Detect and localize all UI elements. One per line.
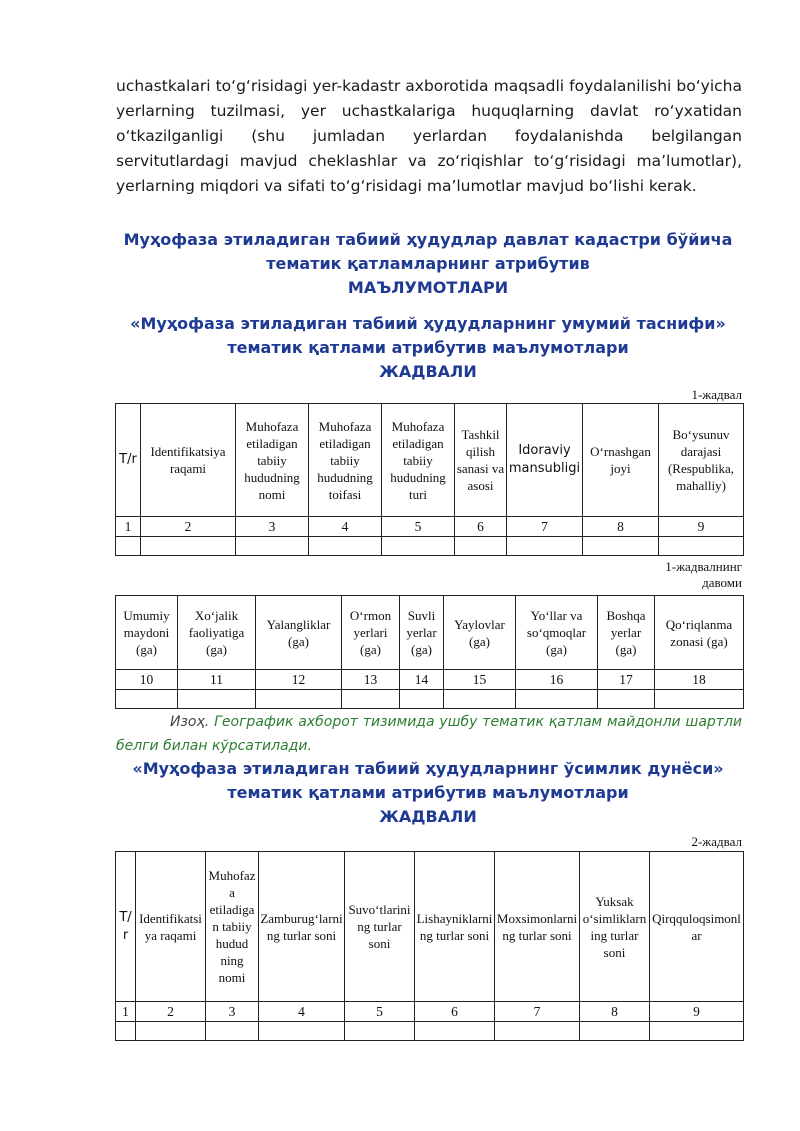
table1-empty-cell — [309, 537, 382, 556]
table1-continuation-empty-cell — [444, 690, 516, 709]
table1-empty-cell — [236, 537, 309, 556]
table1-continuation-label-line2: давоми — [702, 575, 742, 590]
table1-continuation-header-row — [116, 596, 744, 670]
table2-empty-cell — [116, 1022, 136, 1041]
table2-header-cell: Identifikatsiya raqami — [136, 852, 206, 1002]
table1-empty-row — [116, 537, 744, 556]
main-heading-line1: Муҳофаза этиладиган табиий ҳудудлар давлат кадастри бўйича — [123, 230, 733, 249]
table1-continuation-header-cell: Qo‘riqlanma zonasi (ga) — [655, 596, 744, 670]
table1-empty-cell — [141, 537, 236, 556]
table2-number-cell: 3 — [206, 1002, 259, 1022]
table2-number-cell: 4 — [259, 1002, 345, 1022]
table1-number-cell: 7 — [507, 517, 583, 537]
table1-continuation-empty-cell — [598, 690, 655, 709]
table2-header-row — [116, 852, 744, 1002]
table2-header-cell: Moxsimonlarning turlar soni — [495, 852, 580, 1002]
table2-header-cell: Yuksak o‘simliklarning turlar soni — [580, 852, 650, 1002]
table1-continuation-empty-cell — [256, 690, 342, 709]
table2-header-cell: Lishayniklarning turlar soni — [415, 852, 495, 1002]
table-note — [116, 710, 742, 758]
table1-header-cell: O‘rnashgan joyi — [583, 404, 659, 517]
table1-number-cell: 8 — [583, 517, 659, 537]
table-note-label: Изоҳ. — [170, 714, 210, 730]
table1-continuation-number-cell: 13 — [342, 670, 400, 690]
table2-heading-line3: ЖАДВАЛИ — [379, 807, 477, 826]
table2-number-row — [116, 1002, 744, 1022]
table2-empty-cell — [580, 1022, 650, 1041]
table1-continuation-empty-cell — [342, 690, 400, 709]
table1-number-cell: 5 — [382, 517, 455, 537]
table1-empty-cell — [583, 537, 659, 556]
table1-continuation-header-cell: Suvli yerlar (ga) — [400, 596, 444, 670]
table1-header-cell: Bo‘ysunuv darajasi (Respublika, mahalliy) — [659, 404, 744, 517]
table1-header-cell: Muhofaza etiladigan tabiiy hududning toifasi — [309, 404, 382, 517]
table2-number-cell: 1 — [116, 1002, 136, 1022]
table1-continuation-header-cell: Yalangliklar (ga) — [256, 596, 342, 670]
table1-continuation-empty-cell — [516, 690, 598, 709]
table1-continuation-number-cell: 18 — [655, 670, 744, 690]
table2-header-cell: Zamburug‘larning turlar soni — [259, 852, 345, 1002]
table1-continuation-number-cell: 15 — [444, 670, 516, 690]
main-heading-line3: МАЪЛУМОТЛАРИ — [347, 278, 509, 297]
table1-header-cell: Muhofaza etiladigan tabiiy hududning nomi — [236, 404, 309, 517]
table2-number-cell: 2 — [136, 1002, 206, 1022]
table1-empty-cell — [659, 537, 744, 556]
table1-number-cell: 3 — [236, 517, 309, 537]
table1-heading-line3: ЖАДВАЛИ — [379, 362, 477, 381]
table1-number-cell: 4 — [309, 517, 382, 537]
table2-empty-row — [116, 1022, 744, 1041]
main-heading-line2: тематик қатламларнинг атрибутив — [266, 254, 590, 273]
table2-heading-line2: тематик қатлами атрибутив маълумотлари — [227, 783, 629, 802]
table1-number-cell: 2 — [141, 517, 236, 537]
table1-header-cell: T/r — [116, 404, 141, 517]
table1-continuation-empty-cell — [116, 690, 178, 709]
table1-continuation-empty-row — [116, 690, 744, 709]
table1-header-cell: Idoraviy mansubligi — [507, 404, 583, 517]
table1-continuation-number-cell: 12 — [256, 670, 342, 690]
table2-empty-cell — [495, 1022, 580, 1041]
table2-number-cell: 7 — [495, 1002, 580, 1022]
table-note-text: Географик ахборот тизимида ушбу тематик қатлам майдонли шартли белги билан кўрсатилади. — [116, 714, 742, 754]
table2-header-cell: T/r — [116, 852, 136, 1002]
table1-label: 1-жадвал — [691, 387, 742, 402]
table2 — [115, 851, 744, 1041]
table1-number-cell: 9 — [659, 517, 744, 537]
table2-heading-line1: «Муҳофаза этиладиган табиий ҳудудларнинг ўсимлик дунёси» — [132, 759, 724, 778]
table1-continuation-header-cell: Xo‘jalik faoliyatiga (ga) — [178, 596, 256, 670]
table2-number-cell: 8 — [580, 1002, 650, 1022]
table1-continuation-number-cell: 16 — [516, 670, 598, 690]
table1-continuation-header-cell: O‘rmon yerlari (ga) — [342, 596, 400, 670]
table1-header-cell: Identifikatsiya raqami — [141, 404, 236, 517]
table1-header-cell: Muhofaza etiladigan tabiiy hududning turi — [382, 404, 455, 517]
table1-continuation-header-cell: Boshqa yerlar (ga) — [598, 596, 655, 670]
table1-continuation-number-cell: 11 — [178, 670, 256, 690]
table2-heading — [100, 757, 756, 829]
table1-heading — [100, 312, 756, 384]
table1-heading-line2: тематик қатлами атрибутив маълумотлари — [227, 338, 629, 357]
table1-continuation-number-cell: 10 — [116, 670, 178, 690]
table1-continuation-empty-cell — [178, 690, 256, 709]
table1-continuation-label — [560, 559, 742, 591]
table2-header-cell: Suvo‘tlarining turlar soni — [345, 852, 415, 1002]
table1-continuation-header-cell: Umumiy maydoni (ga) — [116, 596, 178, 670]
table2-empty-cell — [415, 1022, 495, 1041]
table1-empty-cell — [455, 537, 507, 556]
table1-continuation-number-cell: 17 — [598, 670, 655, 690]
table1-header-row — [116, 404, 744, 517]
table1-continuation-empty-cell — [655, 690, 744, 709]
table2-number-cell: 9 — [650, 1002, 744, 1022]
table2-empty-cell — [650, 1022, 744, 1041]
table1-number-row — [116, 517, 744, 537]
table1-continuation — [115, 595, 744, 709]
table1-continuation-number-cell: 14 — [400, 670, 444, 690]
table2-empty-cell — [206, 1022, 259, 1041]
table2-empty-cell — [259, 1022, 345, 1041]
table1-continuation-number-row — [116, 670, 744, 690]
intro-paragraph: uchastkalari to‘g‘risidagi yer-kadastr axborotida maqsadli foydalanilishi bo‘yicha yerlarning tuzilmasi, yer uchastkalariga huquqlarning davlat ro‘yxatidan o‘tkazilganligi (shu jumladan yerlardan foydalanishda belgilangan servitutlardagi mavjud cheklashlar va zo‘riqishlar to‘g‘risidagi ma’lumotlar), yerlarning miqdori va sifati to‘g‘risidagi ma’lumotlar mavjud bo‘lishi kerak. — [116, 77, 742, 195]
table1-header-cell: Tashkil qilish sanasi va asosi — [455, 404, 507, 517]
table1-empty-cell — [507, 537, 583, 556]
main-heading — [100, 228, 756, 300]
table2-number-cell: 6 — [415, 1002, 495, 1022]
table2-header-cell: Qirqquloqsimonlar — [650, 852, 744, 1002]
table1-number-cell: 6 — [455, 517, 507, 537]
table2-label: 2-жадвал — [691, 834, 742, 849]
table1-empty-cell — [382, 537, 455, 556]
table1-continuation-header-cell: Yo‘llar va so‘qmoqlar (ga) — [516, 596, 598, 670]
table1-empty-cell — [116, 537, 141, 556]
table1-continuation-label-line1: 1-жадвалнинг — [665, 559, 742, 574]
table1 — [115, 403, 744, 556]
table2-empty-cell — [136, 1022, 206, 1041]
table1-continuation-header-cell: Yaylovlar (ga) — [444, 596, 516, 670]
table1-number-cell: 1 — [116, 517, 141, 537]
table2-empty-cell — [345, 1022, 415, 1041]
table1-continuation-empty-cell — [400, 690, 444, 709]
table2-header-cell: Muhofaza etiladigan tabiiy hudud ning nomi — [206, 852, 259, 1002]
table2-number-cell: 5 — [345, 1002, 415, 1022]
table1-heading-line1: «Муҳофаза этиладиган табиий ҳудудларнинг умумий таснифи» — [130, 314, 726, 333]
